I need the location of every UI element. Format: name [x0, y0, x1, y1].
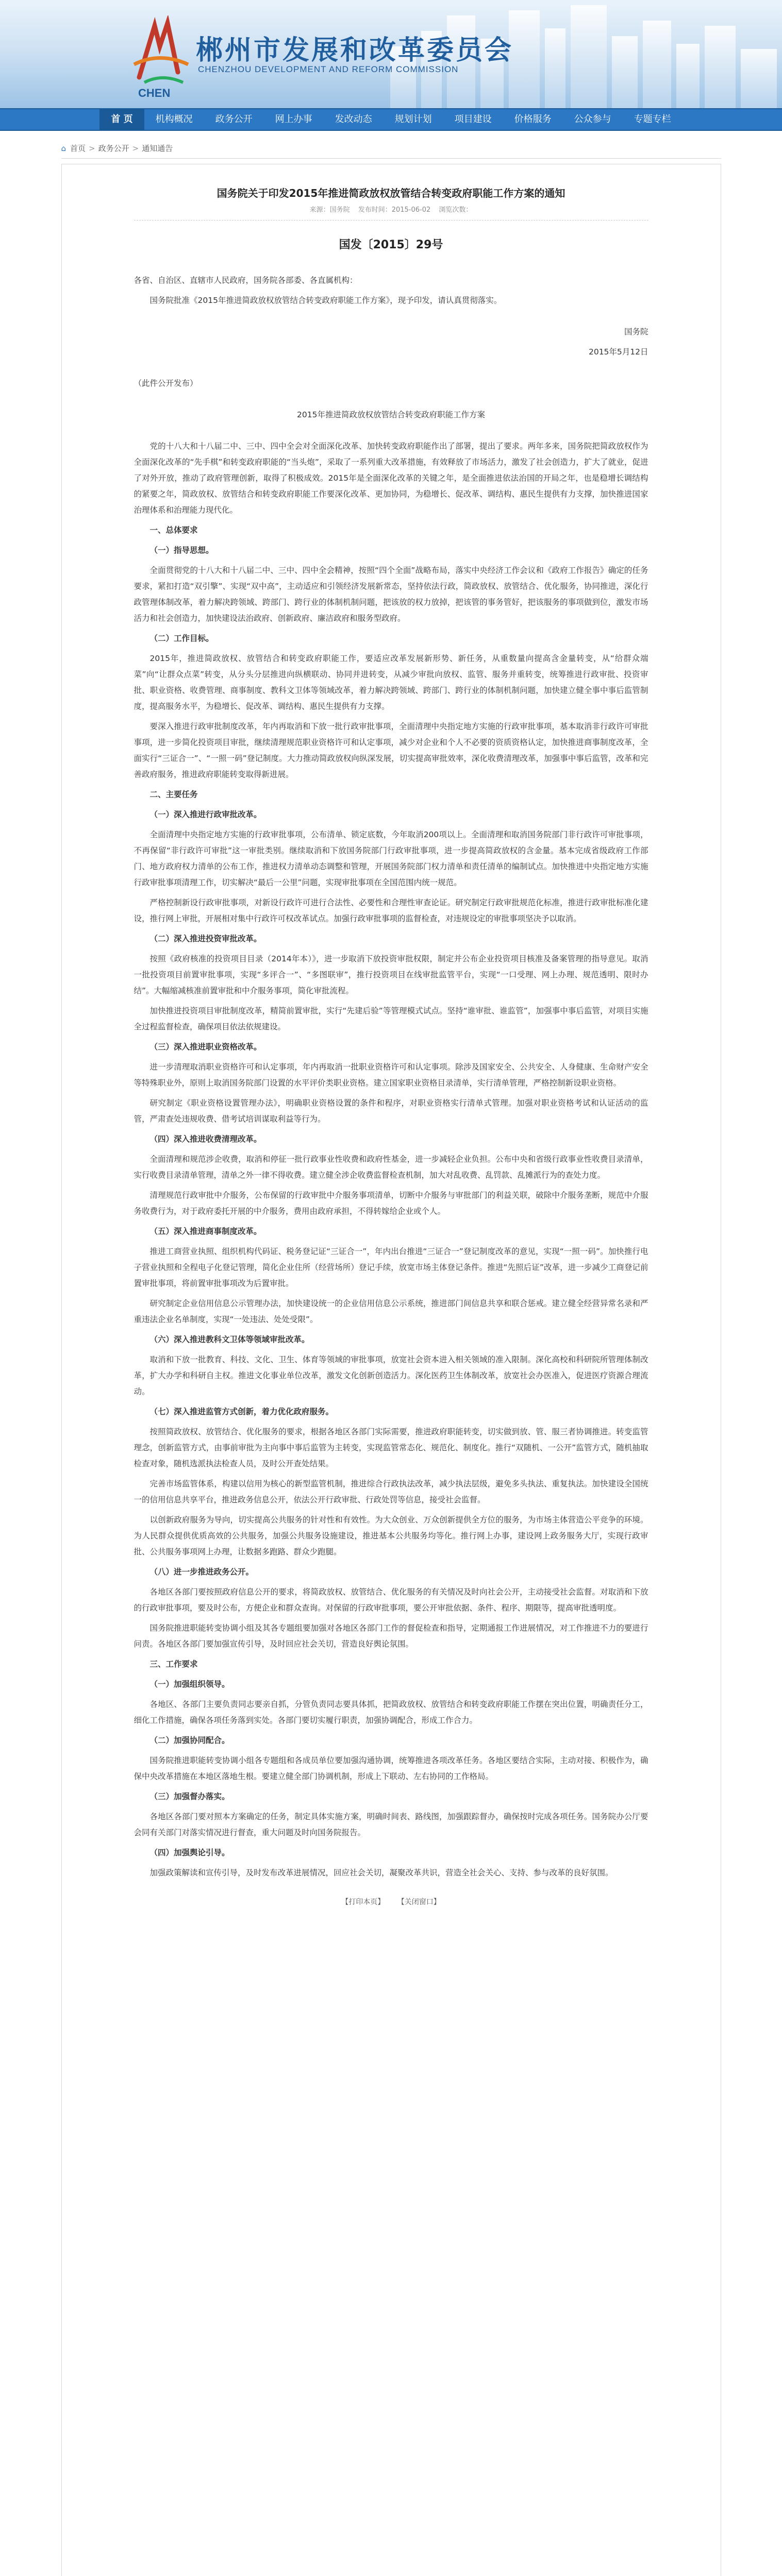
- document-number: 国发〔2015〕29号: [339, 239, 443, 251]
- article-paragraph: 2015年推进简政放权放管结合转变政府职能工作方案: [297, 410, 485, 419]
- article-body: [134, 273, 648, 1881]
- breadcrumb: [61, 138, 721, 159]
- article-paragraph: （一）加强组织领导。: [149, 1680, 230, 1689]
- article-paragraph: （二）工作目标。: [149, 634, 214, 643]
- article-paragraph: 国务院推进职能转变协调小组及其各专题组要加强对各地区各部门工作的督促检查和指导，定期通报工作进展情况，对工作推进不力的要进行问责。各地区各部门要加强宣传引导，及时回应社会关切，营造良好舆论氛围。: [134, 1623, 648, 1649]
- logo-icon: [129, 15, 196, 93]
- nav-online-service[interactable]: 网上办事: [275, 114, 312, 125]
- article-paragraph: （六）深入推进教科文卫体等领域审批改革。: [149, 1335, 310, 1344]
- article-paragraph: 各地区、各部门主要负责同志要亲自抓，分管负责同志要具体抓，把简政放权、放管结合和转变政府职能工作摆在突出位置，明确责任分工，细化工作措施，确保各项任务落到实处。各部门要切实履行职责，加强协调配合，形成工作合力。: [134, 1700, 648, 1725]
- article-paragraph: （四）深入推进收费清理改革。: [149, 1134, 262, 1144]
- article-paragraph: 党的十八大和十八届二中、三中、四中全会对全面深化改革、加快转变政府职能作出了部署，提出了要求。两年多来，国务院把简政放权作为全面深化改革的“先手棋”和转变政府职能的“当头炮”，采取了一系列重大改革措施，有效释放了市场活力，激发了社会创造力，扩大了就业，促进了对外开放，推动了政府管理创新，取得了积极成效。2015年是全面深化改革的关键之年，是全面推进依法治国的开局之年，也是稳增长调结构的紧要之年，简政放权、放管结合和转变政府职能工作要深化改革、更加协同，为稳增长、促改革、调结构、惠民生提供有力支撑，加快推进国家治理体系和治理能力现代化。: [134, 442, 648, 515]
- nav-home[interactable]: 首 页: [99, 109, 144, 130]
- article-paragraph: 2015年，推进简政放权、放管结合和转变政府职能工作，要适应改革发展新形势、新任务，从重数量向提高含金量转变，从“给群众端菜”向“让群众点菜”转变，从分头分层推进向纵横联动、协同并进转变，从减少审批向放权、监管、服务并重转变，统筹推进行政审批、投资审批、职业资格、收费管理、商事制度、教科文卫体等领域改革，着力解决跨领域、跨部门、跨行业的体制机制问题，加快建立健全事中事后监管制度，提高服务水平，为稳增长、促改革、调结构、惠民生提供有力支撑。: [134, 654, 648, 711]
- article-paragraph: （一）指导思想。: [149, 546, 214, 555]
- article-actions: [134, 1896, 648, 1907]
- logo-caption: CHEN: [138, 87, 171, 99]
- article-paragraph: （七）深入推进监管方式创新，着力优化政府服务。: [149, 1407, 334, 1416]
- article-paragraph: 按照简政放权、放管结合、优化服务的要求，根据各地区各部门实际需要，推进政府职能转变，切实做到放、管、服三者协调推进。转变监管理念，创新监管方式，由事前审批为主向事中事后监管为主转变，实现监管常态化、规范化、制度化。推行“双随机、一公开”监管方式，随机抽取检查对象，随机选派执法检查人员，及时公开查处结果。: [134, 1427, 648, 1468]
- article-paragraph: 以创新政府服务为导向，切实提高公共服务的针对性和有效性。为大众创业、万众创新提供全方位的服务，为市场主体营造公平竞争的环境。为人民群众提供优质高效的公共服务，加强公共服务设施建设，推进基本公共服务均等化。推行网上办事，建设网上政务服务大厅，实现行政审批、公共服务事项网上办理，让数据多跑路、群众少跑腿。: [134, 1515, 648, 1556]
- article-paragraph: （二）加强协同配合。: [149, 1736, 230, 1745]
- article-paragraph: （三）深入推进职业资格改革。: [149, 1042, 262, 1052]
- article-paragraph: 二、主要任务: [149, 790, 198, 799]
- article-paragraph: 按照《政府核准的投资项目目录（2014年本）》，进一步取消下放投资审批权限，制定并公布企业投资项目核准及备案管理的指导意见。取消一批投资项目前置审批事项，实现“多评合一”、“多图联审”，推行投资项目在线审批监管平台，实现“一口受理、网上办理、规范透明、限时办结”。大幅缩减核准前置审批和中介服务事项，简化审批流程。: [134, 954, 648, 995]
- nav-special-topics[interactable]: 专题专栏: [634, 114, 671, 125]
- nav-gov-affairs[interactable]: 政务公开: [215, 114, 253, 125]
- article-title: 国务院关于印发2015年推进简政放权放管结合转变政府职能工作方案的通知: [217, 187, 565, 199]
- article-paragraph: 各地区各部门要对照本方案确定的任务，制定具体实施方案，明确时间表、路线图，加强跟踪督办，确保按时完成各项任务。国务院办公厅要会同有关部门对落实情况进行督查，重大问题及时向国务院报告。: [134, 1812, 648, 1837]
- article-paragraph: 取消和下放一批教育、科技、文化、卫生、体育等领域的审批事项，放宽社会资本进入相关领域的准入限制。深化高校和科研院所管理体制改革，扩大办学和科研自主权。推进文化事业单位改革，激发文化创新创造活力。深化医药卫生体制改革，放宽社会办医准入，促进医疗资源合理流动。: [134, 1355, 648, 1396]
- article-paragraph: 2015年5月12日: [588, 347, 648, 357]
- article-paragraph: 清理规范行政审批中介服务，公布保留的行政审批中介服务事项清单，切断中介服务与审批部门的利益关联，破除中介服务垄断，规范中介服务收费行为，对于政府委托开展的中介服务，费用由政府承担，不得转嫁给企业或个人。: [134, 1191, 648, 1216]
- article-source: 来源：国务院: [309, 206, 350, 214]
- article-paragraph: 研究制定《职业资格设置管理办法》，明确职业资格设置的条件和程序，对职业资格实行清单式管理。加强对职业资格考试和认证活动的监管，严肃查处违规收费、借考试培训谋取利益等行为。: [134, 1098, 648, 1124]
- print-page-link[interactable]: 【打印本页】: [341, 1898, 385, 1906]
- article-paragraph: 研究制定企业信用信息公示管理办法，加快建设统一的企业信用信息公示系统，推进部门间信息共享和联合惩戒。建立健全经营异常名录和严重违法企业名单制度，实现“一处违法、处处受限”。: [134, 1299, 648, 1324]
- article-paragraph: 推进工商营业执照、组织机构代码证、税务登记证“三证合一”，年内出台推进“三证合一”登记制度改革的意见，实现“一照一码”。加快推行电子营业执照和全程电子化登记管理，简化企业住所（经营场所）登记手续，放宽市场主体登记条件。推进“先照后证”改革，进一步减少工商登记前置审批事项，将前置审批事项改为后置审批。: [134, 1247, 648, 1288]
- breadcrumb-home[interactable]: 首页: [70, 144, 86, 153]
- article-paragraph: 加强政策解读和宣传引导，及时发布改革进展情况，回应社会关切，凝聚改革共识，营造全社会关心、支持、参与改革的良好氛围。: [149, 1868, 613, 1877]
- nav-pricing[interactable]: 价格服务: [514, 114, 552, 125]
- article-paragraph: 国务院批准《2015年推进简政放权放管结合转变政府职能工作方案》，现予印发，请认真贯彻落实。: [149, 296, 502, 305]
- article-paragraph: 各地区各部门要按照政府信息公开的要求，将简政放权、放管结合、优化服务的有关情况及时向社会公开，主动接受社会监督。对取消和下放的行政审批事项，要及时公布，方便企业和群众查询。对保留的行政审批事项，要公开审批依据、条件、程序、期限等，提高审批透明度。: [134, 1587, 648, 1613]
- site-subtitle: CHENZHOU DEVELOPMENT AND REFORM COMMISSION: [198, 64, 459, 74]
- article-paragraph: 三、工作要求: [149, 1659, 198, 1669]
- home-icon: ⌂: [61, 143, 66, 153]
- site-header: [0, 0, 782, 108]
- site-title: 郴州市发展和改革委员会: [196, 35, 514, 66]
- breadcrumb-gov-affairs[interactable]: 政务公开: [98, 144, 129, 153]
- nav-planning[interactable]: 规划计划: [394, 114, 432, 125]
- article-paragraph: 全面清理和规范涉企收费，取消和停征一批行政事业性收费和政府性基金，进一步减轻企业负担。公布中央和省级行政事业性收费目录清单，实行收费目录清单管理，清单之外一律不得收费。建立健全涉企收费监督检查机制，加大对乱收费、乱罚款、乱摊派行为的查处力度。: [134, 1155, 648, 1180]
- nav-about[interactable]: 机构概况: [155, 114, 193, 125]
- article-paragraph: （此件公开发布）: [134, 379, 198, 388]
- breadcrumb-separator: >: [89, 143, 95, 153]
- article-paragraph: 严格控制新设行政审批事项，对新设行政许可进行合法性、必要性和合理性审查论证。研究制定行政审批规范化标准，推进行政审批标准化建设，推行网上审批，开展相对集中行政许可权改革试点。加强行政审批事项的监督检查，对违规设定的审批事项坚决予以取消。: [134, 898, 648, 923]
- article-paragraph: 国务院推进职能转变协调小组各专题组和各成员单位要加强沟通协调，统筹推进各项改革任务。各地区要结合实际，主动对接、积极作为，确保中央改革措施在本地区落地生根。要建立健全部门协调机制，形成上下联动、左右协同的工作格局。: [134, 1756, 648, 1781]
- article-paragraph: （四）加强舆论引导。: [149, 1848, 230, 1857]
- article-paragraph: （二）深入推进投资审批改革。: [149, 934, 262, 943]
- article-container: [61, 164, 721, 2576]
- article-paragraph: （五）深入推进商事制度改革。: [149, 1227, 262, 1236]
- breadcrumb-separator: >: [132, 143, 139, 153]
- nav-projects[interactable]: 项目建设: [454, 114, 492, 125]
- article-views: 浏览次数：: [439, 206, 473, 214]
- article-date: 发布时间：2015-06-02: [358, 206, 431, 214]
- article-paragraph: （一）深入推进行政审批改革。: [149, 810, 262, 819]
- article-paragraph: 完善市场监管体系，构建以信用为核心的新型监管机制，推进综合行政执法改革，减少执法层级，避免多头执法、重复执法。加快建设全国统一的信用信息共享平台，推进政务信息公开，依法公开行政审批、行政处罚等信息，接受社会监督。: [134, 1479, 648, 1504]
- close-window-link[interactable]: 【关闭窗口】: [397, 1898, 441, 1906]
- article-paragraph: 国务院: [624, 327, 648, 336]
- article-paragraph: 要深入推进行政审批制度改革，年内再取消和下放一批行政审批事项，全面清理中央指定地方实施的行政审批事项，基本取消非行政许可审批事项，进一步简化投资项目审批，继续清理规范职业资格许可和认定事项，减少对企业和个人不必要的资质资格认定，加快推进商事制度改革，全面实行“三证合一”、“一照一码”登记制度。大力推动简政放权向纵深发展，切实提高审批效率，深化收费清理改革，加强事中事后监管，改革和完善政府服务，推进政府职能转变取得新进展。: [134, 722, 648, 779]
- nav-public-participation[interactable]: 公众参与: [574, 114, 611, 125]
- article-paragraph: 各省、自治区、直辖市人民政府，国务院各部委、各直属机构：: [134, 276, 358, 285]
- article-paragraph: （八）进一步推进政务公开。: [149, 1567, 254, 1577]
- nav-news[interactable]: 发改动态: [335, 114, 372, 125]
- article-paragraph: 进一步清理取消职业资格许可和认定事项，年内再取消一批职业资格许可和认定事项。除涉及国家安全、公共安全、人身健康、生命财产安全等特殊职业外，原则上取消国务院部门设置的水平评价类职业资格。建立国家职业资格目录清单，实行清单管理，严格控制新设职业资格。: [134, 1062, 648, 1088]
- main-navigation: [0, 108, 782, 131]
- article-paragraph: 全面贯彻党的十八大和十八届二中、三中、四中全会精神，按照“四个全面”战略布局，落实中央经济工作会议和《政府工作报告》确定的任务要求，紧扣打造“双引擎”、实现“双中高”，主动适应和引领经济发展新常态，坚持依法行政，简政放权、放管结合、优化服务，协同推进，深化行政管理体制改革，着力解决跨领域、跨部门、跨行业的体制机制问题，把该放的权力放掉，把该管的事务管好，把该服务的事项做到位，激发市场活力和社会创造力，加快建设法治政府、创新政府、廉洁政府和服务型政府。: [134, 566, 648, 623]
- article-paragraph: （三）加强督办落实。: [149, 1792, 230, 1801]
- article-meta: [134, 204, 648, 221]
- article-paragraph: 加快推进投资项目审批制度改革，精简前置审批，实行“先建后验”等管理模式试点。坚持“谁审批、谁监管”，加强事中事后监管，对项目实施全过程监督检查，确保项目依法依规建设。: [134, 1006, 648, 1031]
- article-paragraph: 全面清理中央指定地方实施的行政审批事项，公布清单、锁定底数，今年取消200项以上。全面清理和取消国务院部门非行政许可审批事项，不再保留“非行政许可审批”这一审批类别。继续取消和下放国务院部门行政审批事项，进一步提高简政放权的含金量。基本完成省级政府工作部门、地方政府权力清单的公布工作，推进权力清单动态调整和管理，开展国务院部门权力清单和责任清单的编制试点。加快推进中央指定地方实施行政审批事项清理工作，切实解决“最后一公里”问题，实现审批事项在全国范围内统一规范。: [134, 830, 648, 887]
- article-paragraph: 一、总体要求: [149, 526, 198, 535]
- breadcrumb-notices[interactable]: 通知通告: [142, 144, 173, 153]
